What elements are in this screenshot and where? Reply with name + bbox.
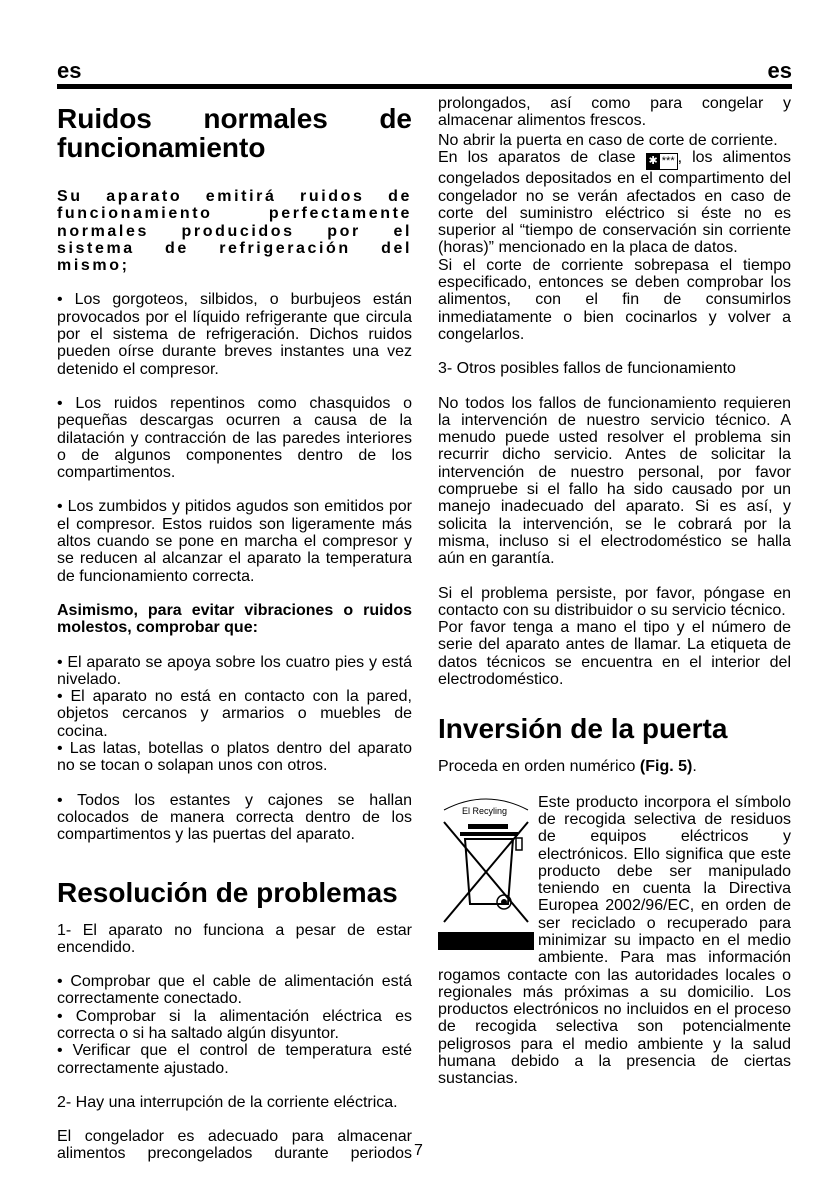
- problem-2: 2- Hay una interrupción de la corriente eléctrica.: [57, 1093, 398, 1111]
- check-power: • Comprobar si la alimentación eléctrica es correcta o si ha saltado algún disyuntor.: [57, 1007, 412, 1042]
- no-open-door: No abrir la puerta en caso de corte de corriente.: [438, 132, 778, 149]
- language-code-left: es: [57, 58, 82, 83]
- recycling-notice: [438, 794, 791, 1088]
- class-paragraph: En los aparatos de clase ✱ *** , los alimentos congelados depositados en el compartimento del congelador no se verán afectados en caso de corte del suministro eléctrico si éste no es superior al “tiempo de conservación sin corriente (horas)” mencionado en la placa de datos.: [438, 149, 792, 257]
- right-column: [438, 96, 791, 1088]
- check-temperature: • Verificar que el control de temperatura esté correctamente ajustado.: [57, 1042, 412, 1077]
- problem-1: 1- El aparato no funciona a pesar de estar encendido.: [57, 921, 412, 956]
- language-code-right: es: [767, 58, 792, 83]
- check-level: • El aparato se apoya sobre los cuatro pies y está nivelado.: [57, 653, 412, 688]
- door-reversal-text: Proceda en orden numérico (Fig. 5).: [438, 758, 697, 776]
- left-column: [57, 96, 412, 1164]
- check-cable: • Comprobar que el cable de alimentación está correctamente conectado.: [57, 973, 412, 1008]
- check-shelves: • Todos los estantes y cajones se hallan colocados de manera correcta dentro de los compartimentos y las puertas del aparato.: [57, 791, 412, 844]
- exceed-time: Si el corte de corriente sobrepasa el tiempo especificado, entonces se deben comprobar los alimentos, con el fin de consumirlos inmediatamente o bien cocinarlos y volver a congelarlos.: [438, 256, 791, 343]
- header-rule: [57, 84, 792, 89]
- weee-symbol: [438, 794, 534, 954]
- section-title-door-reversal: Inversión de la puerta: [438, 713, 728, 745]
- bullet-gurgling: • Los gorgoteos, silbidos, o burbujeos están provocados por el líquido refrigerante que circula por el sistema de refrigeración. Dichos ruidos pueden oírse durante breves instantes una vez detenido el compresor.: [57, 291, 412, 378]
- recycling-text: Este producto incorpora el símbolo de recogida selectiva de residuos de equipos eléctricos y electrónicos. Ello significa que este producto debe ser manipulado teniendo en cuenta la Directiva Europea 2002/96/EC, en orden de ser reciclado o recuperado para minimizar su impacto en el medio ambiente. Para mas información rogamos contacte con las autoridades locales o regionales más próximas a su domicilio. Los productos electrónicos no incluidos en el proceso de recogida selectiva son potencialmente peligrosos para el medio ambiente y la salud humana debido a la presencia de ciertas sustancias.: [438, 793, 791, 1088]
- have-ready-text: Por favor tenga a mano el tipo y el número de serie del aparato antes de llamar. La etiqueta de datos técnicos se encuentra en el interior del electrodoméstico.: [438, 619, 791, 689]
- check-wall: • El aparato no está en contacto con la pared, objetos cercanos y armarios o muebles de cocina.: [57, 688, 412, 740]
- vibration-subheading: Asimismo, para evitar vibraciones o ruidos molestos, comprobar que:: [57, 601, 412, 637]
- freezer-storage-text: El congelador es adecuado para almacenar alimentos precongelados durante periodos: [57, 1128, 412, 1163]
- section-title-troubleshooting: Resolución de problemas: [57, 876, 398, 908]
- bullet-clicking: • Los ruidos repentinos como chasquidos o pequeñas descargas ocurren a causa de la dilatación y contracción de las paredes interiores o de algunos componentes dentro de los compartimentos.: [57, 394, 412, 482]
- crossed-bin-icon: [438, 794, 534, 954]
- bullet-humming: • Los zumbidos y pitidos agudos son emitidos por el compresor. Estos ruidos son ligeramente más altos cuando se pone en marcha el compresor y se reducen al alcanzar el aparato la temperatura de funcionamiento correcta.: [57, 498, 412, 585]
- recycling-logo-text: El Recyling: [462, 805, 508, 816]
- section-title-noise: Ruidos normales de funcionamiento: [57, 103, 412, 163]
- persist-text: Si el problema persiste, por favor, póngase en contacto con su distribuidor o su servicio técnico.: [438, 584, 791, 619]
- not-all-failures: No todos los fallos de funcionamiento requieren la intervención de nuestro servicio técnico. A menudo puede usted resolver el problema sin recurrir dicho servicio. Antes de solicitar la intervención de nuestro personal, por favor compruebe si el fallo ha sido causado por un manejo inadecuado del aparato. Si es así, y solicita la intervención, se le cobrará por la misma, incluso si el electrodoméstico se halla aún en garantía.: [438, 394, 791, 568]
- check-cans: • Las latas, botellas o platos dentro del aparato no se tocan o solapan unos con otros.: [57, 740, 412, 775]
- noise-intro: Su aparato emitirá ruidos de funcionamiento perfectamente normales producidos por el sistema de refrigeración del mismo;: [57, 188, 412, 275]
- freezer-star-class-icon: ✱ ***: [646, 153, 678, 170]
- page-number: 7: [414, 1142, 423, 1159]
- problem-3: 3- Otros posibles fallos de funcionamiento: [438, 360, 736, 378]
- freezer-storage-continued: prolongados, así como para congelar y almacenar alimentos frescos.: [438, 96, 791, 129]
